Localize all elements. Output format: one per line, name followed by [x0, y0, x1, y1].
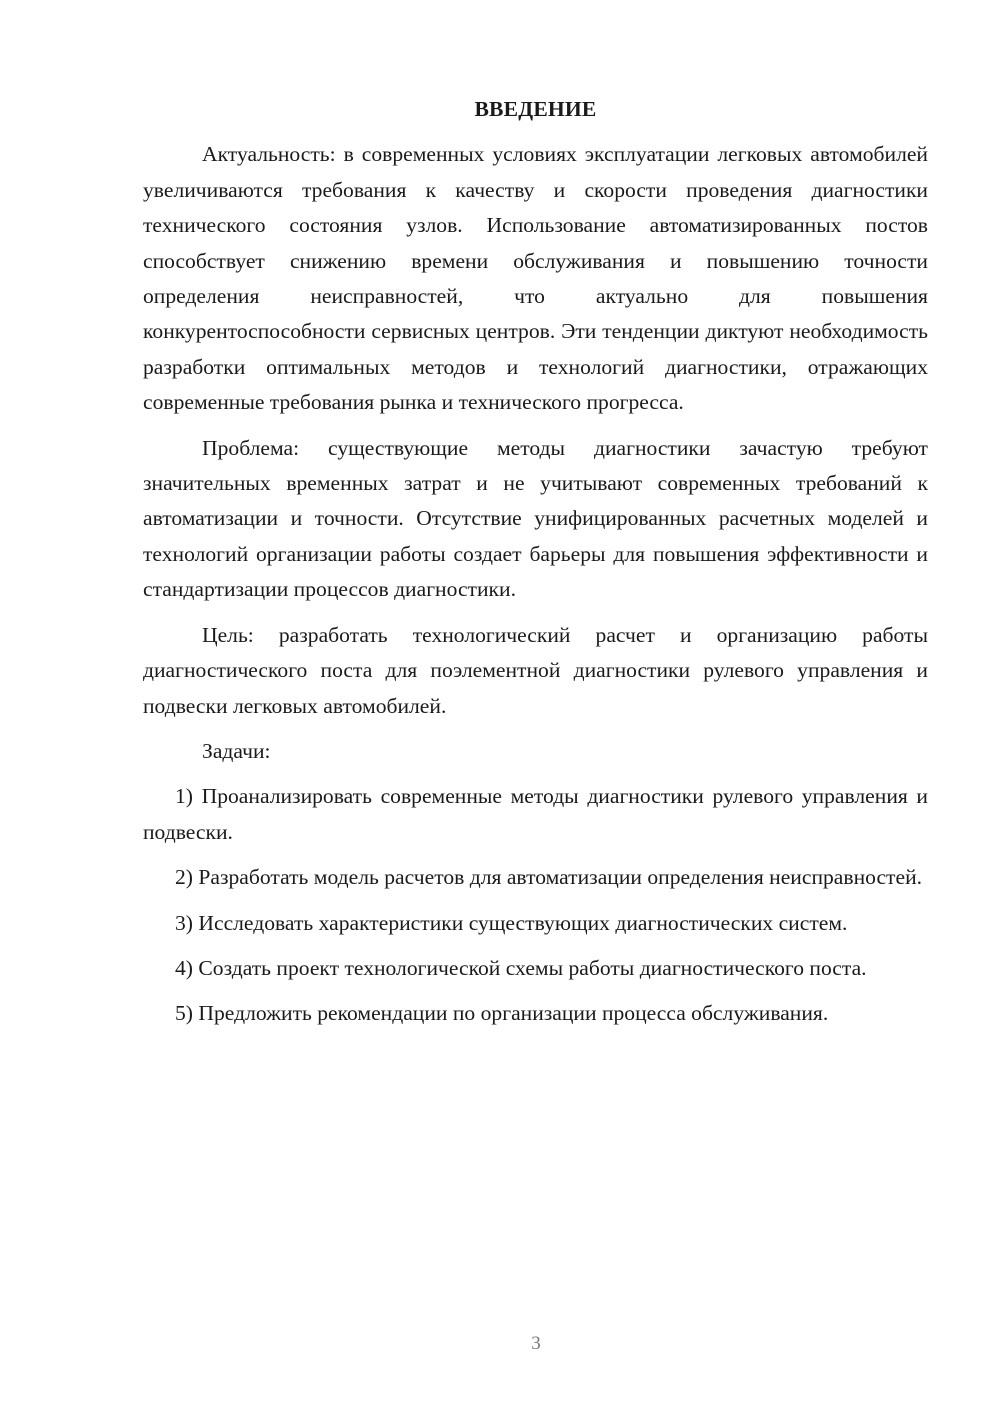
task-item-3: 3) Исследовать характеристики существующих диагностических систем.: [175, 910, 848, 935]
task-item-5: 5) Предложить рекомендации по организации процесса обслуживания.: [175, 1001, 829, 1026]
task-item-4: 4) Создать проект технологической схемы работы диагностического поста.: [175, 955, 867, 980]
paragraph-relevance: Актуальность: в современных условиях эксплуатации легковых автомобилей увеличиваются требования к качеству и скорости проведения диагностики технического состояния узлов. Использование автоматизированных постов способствует снижению времени обслуживания и повышению точности определения неисправностей, что актуально для повышения конкурентоспособности сервисных центров. Эти тенденции диктуют необходимость разработки оптимальных методов и технологий диагностики, отражающих современные требования рынка и технического прогресса.: [143, 142, 928, 415]
page-number: 3: [531, 1333, 541, 1354]
paragraph-goal: Цель: разработать технологический расчет и организацию работы диагностического поста для поэлементной диагностики рулевого управления и подвески легковых автомобилей.: [143, 622, 928, 718]
tasks-heading: Задачи:: [202, 738, 271, 763]
task-item-2: 2) Разработать модель расчетов для автоматизации определения неисправностей.: [175, 865, 923, 890]
paragraph-problem: Проблема: существующие методы диагностики зачастую требуют значительных временных затрат и не учитывают современных требований к автоматизации и точности. Отсутствие унифицированных расчетных моделей и технологий организации работы создает барьеры для повышения эффективности и стандартизации процессов диагностики.: [143, 435, 928, 602]
section-title: ВВЕДЕНИЕ: [474, 97, 597, 121]
task-item-1: 1) Проанализировать современные методы диагностики рулевого управления и подвески.: [143, 784, 928, 844]
page-content: [143, 92, 928, 1042]
